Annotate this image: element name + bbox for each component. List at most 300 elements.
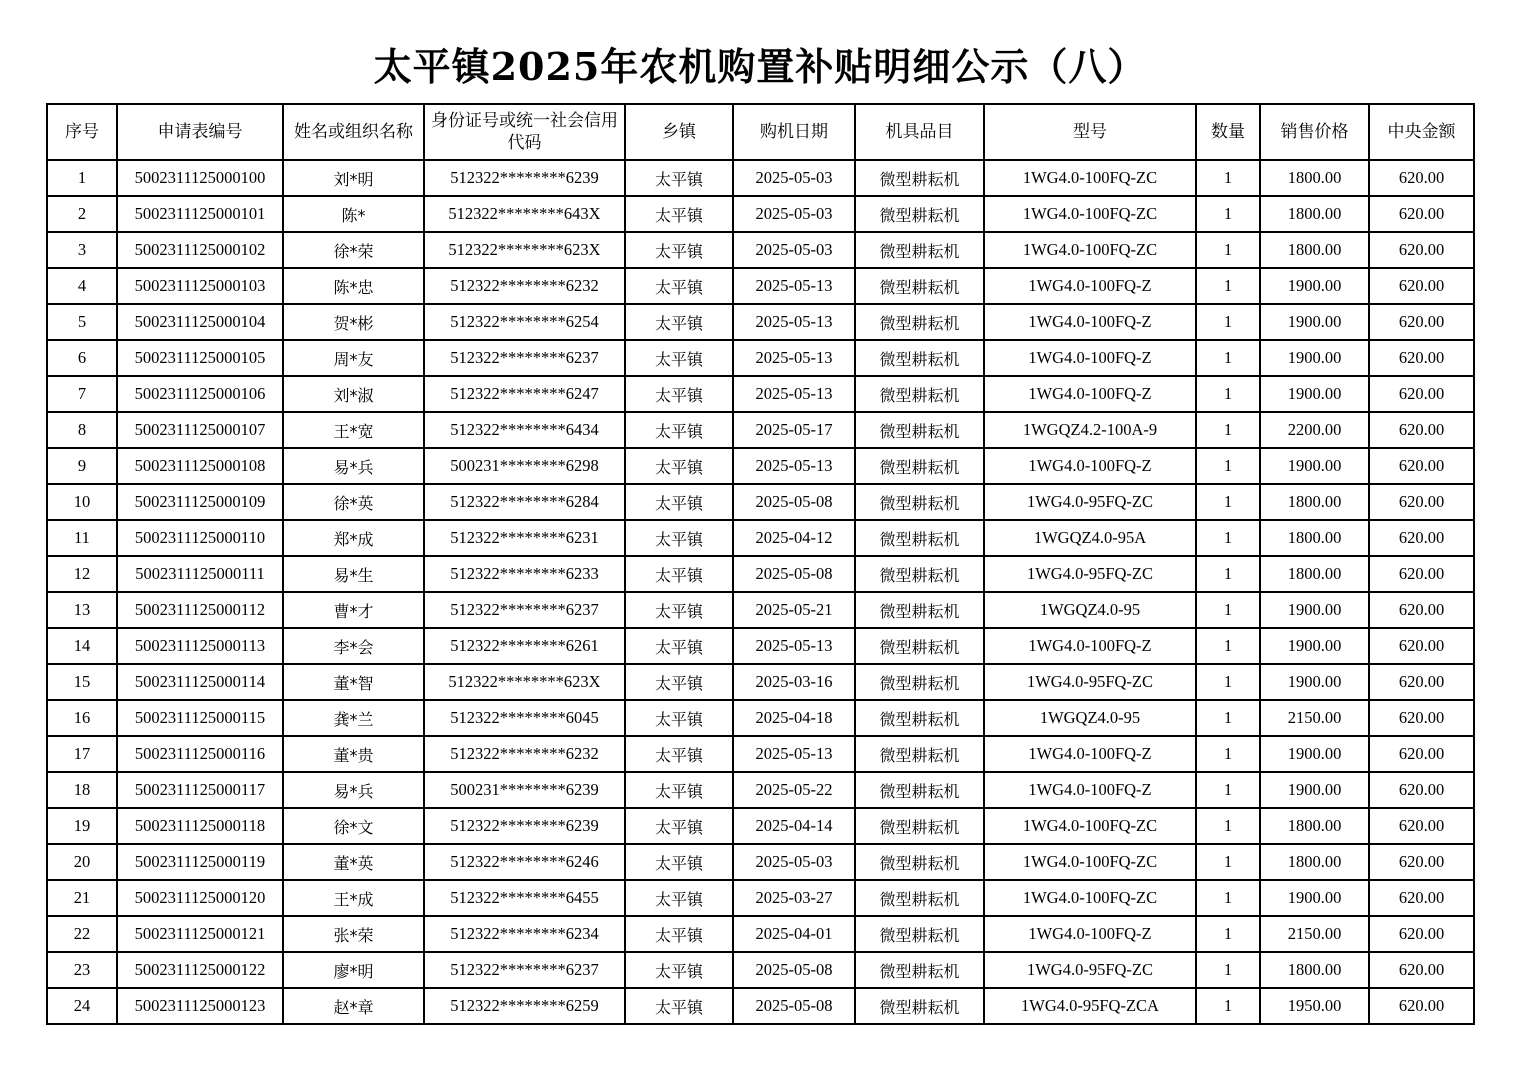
cell-sale-price: 1900.00 <box>1260 340 1369 376</box>
cell-quantity: 1 <box>1196 196 1260 232</box>
column-header-id-number: 身份证号或统一社会信用代码 <box>424 104 625 160</box>
cell-name: 李*会 <box>283 628 424 664</box>
cell-id-number: 512322********6234 <box>424 916 625 952</box>
column-header-application-no: 申请表编号 <box>117 104 283 160</box>
cell-application-no: 5002311125000113 <box>117 628 283 664</box>
cell-name: 张*荣 <box>283 916 424 952</box>
cell-index: 19 <box>47 808 117 844</box>
cell-sale-price: 1800.00 <box>1260 196 1369 232</box>
cell-purchase-date: 2025-05-03 <box>733 232 855 268</box>
cell-central-amount: 620.00 <box>1369 628 1474 664</box>
cell-quantity: 1 <box>1196 484 1260 520</box>
cell-application-no: 5002311125000100 <box>117 160 283 196</box>
cell-quantity: 1 <box>1196 772 1260 808</box>
cell-central-amount: 620.00 <box>1369 844 1474 880</box>
cell-id-number: 512322********623X <box>424 232 625 268</box>
cell-machine-category: 微型耕耘机 <box>855 196 984 232</box>
cell-central-amount: 620.00 <box>1369 808 1474 844</box>
cell-central-amount: 620.00 <box>1369 952 1474 988</box>
cell-index: 22 <box>47 916 117 952</box>
cell-id-number: 512322********6284 <box>424 484 625 520</box>
cell-application-no: 5002311125000116 <box>117 736 283 772</box>
table-row <box>47 664 1474 700</box>
cell-sale-price: 1800.00 <box>1260 484 1369 520</box>
page-title: 太平镇2025年农机购置补贴明细公示（八） <box>373 44 1147 89</box>
cell-sale-price: 1800.00 <box>1260 520 1369 556</box>
cell-model: 1WG4.0-100FQ-Z <box>984 736 1196 772</box>
cell-application-no: 5002311125000119 <box>117 844 283 880</box>
cell-central-amount: 620.00 <box>1369 520 1474 556</box>
column-header-model: 型号 <box>984 104 1196 160</box>
cell-quantity: 1 <box>1196 304 1260 340</box>
cell-id-number: 500231********6239 <box>424 772 625 808</box>
cell-index: 6 <box>47 340 117 376</box>
cell-index: 21 <box>47 880 117 916</box>
cell-quantity: 1 <box>1196 556 1260 592</box>
cell-name: 徐*文 <box>283 808 424 844</box>
cell-township: 太平镇 <box>625 664 733 700</box>
cell-sale-price: 1900.00 <box>1260 628 1369 664</box>
cell-name: 徐*英 <box>283 484 424 520</box>
cell-township: 太平镇 <box>625 268 733 304</box>
cell-index: 23 <box>47 952 117 988</box>
cell-index: 13 <box>47 592 117 628</box>
cell-quantity: 1 <box>1196 808 1260 844</box>
cell-index: 2 <box>47 196 117 232</box>
cell-application-no: 5002311125000122 <box>117 952 283 988</box>
cell-township: 太平镇 <box>625 160 733 196</box>
cell-quantity: 1 <box>1196 844 1260 880</box>
cell-machine-category: 微型耕耘机 <box>855 160 984 196</box>
cell-central-amount: 620.00 <box>1369 700 1474 736</box>
cell-sale-price: 1900.00 <box>1260 736 1369 772</box>
cell-central-amount: 620.00 <box>1369 304 1474 340</box>
cell-machine-category: 微型耕耘机 <box>855 736 984 772</box>
cell-model: 1WGQZ4.0-95A <box>984 520 1196 556</box>
cell-quantity: 1 <box>1196 628 1260 664</box>
table-row <box>47 232 1474 268</box>
cell-index: 17 <box>47 736 117 772</box>
cell-application-no: 5002311125000108 <box>117 448 283 484</box>
cell-index: 11 <box>47 520 117 556</box>
cell-purchase-date: 2025-05-13 <box>733 340 855 376</box>
cell-id-number: 512322********6231 <box>424 520 625 556</box>
cell-purchase-date: 2025-05-08 <box>733 484 855 520</box>
cell-index: 8 <box>47 412 117 448</box>
cell-purchase-date: 2025-05-13 <box>733 448 855 484</box>
table-row <box>47 520 1474 556</box>
cell-model: 1WG4.0-100FQ-Z <box>984 376 1196 412</box>
cell-purchase-date: 2025-05-03 <box>733 160 855 196</box>
cell-model: 1WG4.0-100FQ-ZC <box>984 844 1196 880</box>
cell-name: 易*兵 <box>283 448 424 484</box>
cell-purchase-date: 2025-05-13 <box>733 376 855 412</box>
cell-purchase-date: 2025-05-13 <box>733 304 855 340</box>
column-header-purchase-date: 购机日期 <box>733 104 855 160</box>
table-header-row <box>47 104 1474 160</box>
cell-name: 贺*彬 <box>283 304 424 340</box>
cell-purchase-date: 2025-05-03 <box>733 844 855 880</box>
cell-name: 董*智 <box>283 664 424 700</box>
cell-model: 1WGQZ4.0-95 <box>984 700 1196 736</box>
cell-quantity: 1 <box>1196 664 1260 700</box>
cell-machine-category: 微型耕耘机 <box>855 988 984 1024</box>
cell-sale-price: 1900.00 <box>1260 880 1369 916</box>
column-header-sale-price: 销售价格 <box>1260 104 1369 160</box>
cell-quantity: 1 <box>1196 520 1260 556</box>
cell-central-amount: 620.00 <box>1369 664 1474 700</box>
cell-central-amount: 620.00 <box>1369 376 1474 412</box>
cell-model: 1WG4.0-100FQ-ZC <box>984 160 1196 196</box>
cell-township: 太平镇 <box>625 916 733 952</box>
cell-index: 12 <box>47 556 117 592</box>
cell-quantity: 1 <box>1196 232 1260 268</box>
cell-purchase-date: 2025-05-17 <box>733 412 855 448</box>
cell-index: 20 <box>47 844 117 880</box>
table-row <box>47 916 1474 952</box>
cell-index: 5 <box>47 304 117 340</box>
cell-machine-category: 微型耕耘机 <box>855 304 984 340</box>
cell-index: 14 <box>47 628 117 664</box>
cell-sale-price: 1900.00 <box>1260 448 1369 484</box>
cell-model: 1WG4.0-100FQ-Z <box>984 772 1196 808</box>
cell-quantity: 1 <box>1196 340 1260 376</box>
cell-id-number: 512322********6237 <box>424 592 625 628</box>
cell-application-no: 5002311125000115 <box>117 700 283 736</box>
table-row <box>47 340 1474 376</box>
cell-sale-price: 1900.00 <box>1260 772 1369 808</box>
table-row <box>47 988 1474 1024</box>
table-row <box>47 952 1474 988</box>
cell-sale-price: 1800.00 <box>1260 160 1369 196</box>
cell-application-no: 5002311125000110 <box>117 520 283 556</box>
table-body <box>47 160 1474 1024</box>
cell-index: 15 <box>47 664 117 700</box>
cell-sale-price: 1900.00 <box>1260 268 1369 304</box>
cell-purchase-date: 2025-04-01 <box>733 916 855 952</box>
column-header-township: 乡镇 <box>625 104 733 160</box>
cell-central-amount: 620.00 <box>1369 412 1474 448</box>
cell-name: 王*宽 <box>283 412 424 448</box>
cell-index: 18 <box>47 772 117 808</box>
cell-quantity: 1 <box>1196 700 1260 736</box>
cell-machine-category: 微型耕耘机 <box>855 844 984 880</box>
table-row <box>47 268 1474 304</box>
cell-name: 廖*明 <box>283 952 424 988</box>
cell-sale-price: 1800.00 <box>1260 808 1369 844</box>
cell-model: 1WG4.0-95FQ-ZC <box>984 664 1196 700</box>
cell-id-number: 512322********643X <box>424 196 625 232</box>
cell-index: 7 <box>47 376 117 412</box>
table-row <box>47 700 1474 736</box>
cell-name: 刘*明 <box>283 160 424 196</box>
cell-id-number: 512322********6232 <box>424 268 625 304</box>
cell-model: 1WG4.0-95FQ-ZC <box>984 484 1196 520</box>
cell-name: 易*生 <box>283 556 424 592</box>
table-row <box>47 844 1474 880</box>
cell-sale-price: 1800.00 <box>1260 952 1369 988</box>
cell-model: 1WGQZ4.0-95 <box>984 592 1196 628</box>
table-row <box>47 448 1474 484</box>
table-row <box>47 484 1474 520</box>
cell-id-number: 512322********6247 <box>424 376 625 412</box>
cell-name: 董*贵 <box>283 736 424 772</box>
cell-central-amount: 620.00 <box>1369 880 1474 916</box>
cell-id-number: 512322********6232 <box>424 736 625 772</box>
cell-index: 9 <box>47 448 117 484</box>
cell-index: 4 <box>47 268 117 304</box>
cell-id-number: 500231********6298 <box>424 448 625 484</box>
cell-quantity: 1 <box>1196 376 1260 412</box>
cell-sale-price: 1900.00 <box>1260 592 1369 628</box>
cell-purchase-date: 2025-04-18 <box>733 700 855 736</box>
cell-application-no: 5002311125000107 <box>117 412 283 448</box>
cell-id-number: 512322********6045 <box>424 700 625 736</box>
cell-model: 1WG4.0-100FQ-ZC <box>984 196 1196 232</box>
cell-quantity: 1 <box>1196 880 1260 916</box>
cell-model: 1WG4.0-100FQ-ZC <box>984 808 1196 844</box>
cell-model: 1WG4.0-100FQ-Z <box>984 304 1196 340</box>
table-row <box>47 160 1474 196</box>
cell-name: 赵*章 <box>283 988 424 1024</box>
cell-purchase-date: 2025-05-13 <box>733 628 855 664</box>
cell-application-no: 5002311125000114 <box>117 664 283 700</box>
table-row <box>47 808 1474 844</box>
cell-sale-price: 1800.00 <box>1260 556 1369 592</box>
cell-purchase-date: 2025-05-13 <box>733 736 855 772</box>
cell-quantity: 1 <box>1196 988 1260 1024</box>
cell-central-amount: 620.00 <box>1369 592 1474 628</box>
cell-application-no: 5002311125000106 <box>117 376 283 412</box>
cell-id-number: 512322********6237 <box>424 340 625 376</box>
cell-application-no: 5002311125000117 <box>117 772 283 808</box>
cell-township: 太平镇 <box>625 988 733 1024</box>
cell-central-amount: 620.00 <box>1369 268 1474 304</box>
cell-central-amount: 620.00 <box>1369 916 1474 952</box>
cell-name: 王*成 <box>283 880 424 916</box>
cell-name: 周*友 <box>283 340 424 376</box>
table-row <box>47 556 1474 592</box>
cell-township: 太平镇 <box>625 520 733 556</box>
cell-index: 24 <box>47 988 117 1024</box>
cell-quantity: 1 <box>1196 412 1260 448</box>
column-header-name: 姓名或组织名称 <box>283 104 424 160</box>
cell-application-no: 5002311125000118 <box>117 808 283 844</box>
cell-township: 太平镇 <box>625 628 733 664</box>
cell-township: 太平镇 <box>625 844 733 880</box>
cell-application-no: 5002311125000101 <box>117 196 283 232</box>
cell-sale-price: 1800.00 <box>1260 844 1369 880</box>
cell-machine-category: 微型耕耘机 <box>855 664 984 700</box>
cell-purchase-date: 2025-03-16 <box>733 664 855 700</box>
cell-purchase-date: 2025-05-13 <box>733 268 855 304</box>
cell-township: 太平镇 <box>625 556 733 592</box>
cell-sale-price: 1950.00 <box>1260 988 1369 1024</box>
cell-township: 太平镇 <box>625 880 733 916</box>
cell-id-number: 512322********6455 <box>424 880 625 916</box>
table-row <box>47 376 1474 412</box>
cell-application-no: 5002311125000112 <box>117 592 283 628</box>
cell-application-no: 5002311125000123 <box>117 988 283 1024</box>
cell-township: 太平镇 <box>625 592 733 628</box>
cell-sale-price: 1800.00 <box>1260 232 1369 268</box>
subsidy-table <box>46 103 1475 1025</box>
cell-quantity: 1 <box>1196 736 1260 772</box>
cell-purchase-date: 2025-05-08 <box>733 952 855 988</box>
cell-machine-category: 微型耕耘机 <box>855 376 984 412</box>
cell-application-no: 5002311125000105 <box>117 340 283 376</box>
cell-purchase-date: 2025-03-27 <box>733 880 855 916</box>
cell-township: 太平镇 <box>625 700 733 736</box>
cell-application-no: 5002311125000109 <box>117 484 283 520</box>
cell-sale-price: 1900.00 <box>1260 304 1369 340</box>
cell-central-amount: 620.00 <box>1369 232 1474 268</box>
cell-township: 太平镇 <box>625 448 733 484</box>
cell-township: 太平镇 <box>625 376 733 412</box>
cell-purchase-date: 2025-05-03 <box>733 196 855 232</box>
cell-machine-category: 微型耕耘机 <box>855 520 984 556</box>
cell-name: 曹*才 <box>283 592 424 628</box>
cell-model: 1WG4.0-100FQ-ZC <box>984 880 1196 916</box>
cell-township: 太平镇 <box>625 484 733 520</box>
cell-name: 陈*忠 <box>283 268 424 304</box>
cell-sale-price: 2200.00 <box>1260 412 1369 448</box>
cell-machine-category: 微型耕耘机 <box>855 232 984 268</box>
cell-central-amount: 620.00 <box>1369 736 1474 772</box>
cell-township: 太平镇 <box>625 952 733 988</box>
cell-name: 陈* <box>283 196 424 232</box>
cell-id-number: 512322********623X <box>424 664 625 700</box>
cell-machine-category: 微型耕耘机 <box>855 484 984 520</box>
cell-model: 1WGQZ4.2-100A-9 <box>984 412 1196 448</box>
cell-id-number: 512322********6261 <box>424 628 625 664</box>
cell-index: 10 <box>47 484 117 520</box>
cell-model: 1WG4.0-100FQ-ZC <box>984 232 1196 268</box>
cell-central-amount: 620.00 <box>1369 988 1474 1024</box>
cell-id-number: 512322********6246 <box>424 844 625 880</box>
cell-machine-category: 微型耕耘机 <box>855 880 984 916</box>
cell-index: 3 <box>47 232 117 268</box>
cell-name: 龚*兰 <box>283 700 424 736</box>
cell-name: 郑*成 <box>283 520 424 556</box>
cell-model: 1WG4.0-100FQ-Z <box>984 916 1196 952</box>
cell-township: 太平镇 <box>625 736 733 772</box>
cell-name: 董*英 <box>283 844 424 880</box>
cell-purchase-date: 2025-04-14 <box>733 808 855 844</box>
table-row <box>47 772 1474 808</box>
cell-id-number: 512322********6259 <box>424 988 625 1024</box>
cell-application-no: 5002311125000104 <box>117 304 283 340</box>
cell-machine-category: 微型耕耘机 <box>855 448 984 484</box>
cell-application-no: 5002311125000103 <box>117 268 283 304</box>
cell-quantity: 1 <box>1196 592 1260 628</box>
cell-machine-category: 微型耕耘机 <box>855 628 984 664</box>
cell-quantity: 1 <box>1196 952 1260 988</box>
cell-quantity: 1 <box>1196 448 1260 484</box>
cell-quantity: 1 <box>1196 268 1260 304</box>
cell-application-no: 5002311125000121 <box>117 916 283 952</box>
cell-machine-category: 微型耕耘机 <box>855 412 984 448</box>
table-row <box>47 304 1474 340</box>
cell-central-amount: 620.00 <box>1369 448 1474 484</box>
column-header-central-amount: 中央金额 <box>1369 104 1474 160</box>
cell-machine-category: 微型耕耘机 <box>855 772 984 808</box>
cell-township: 太平镇 <box>625 232 733 268</box>
cell-sale-price: 2150.00 <box>1260 916 1369 952</box>
cell-central-amount: 620.00 <box>1369 340 1474 376</box>
cell-application-no: 5002311125000102 <box>117 232 283 268</box>
table-row <box>47 196 1474 232</box>
cell-township: 太平镇 <box>625 340 733 376</box>
cell-purchase-date: 2025-05-21 <box>733 592 855 628</box>
cell-name: 易*兵 <box>283 772 424 808</box>
cell-township: 太平镇 <box>625 412 733 448</box>
cell-purchase-date: 2025-05-08 <box>733 988 855 1024</box>
column-header-quantity: 数量 <box>1196 104 1260 160</box>
cell-model: 1WG4.0-100FQ-Z <box>984 268 1196 304</box>
cell-machine-category: 微型耕耘机 <box>855 700 984 736</box>
cell-id-number: 512322********6237 <box>424 952 625 988</box>
cell-central-amount: 620.00 <box>1369 160 1474 196</box>
cell-index: 16 <box>47 700 117 736</box>
cell-sale-price: 2150.00 <box>1260 700 1369 736</box>
cell-id-number: 512322********6239 <box>424 808 625 844</box>
cell-machine-category: 微型耕耘机 <box>855 340 984 376</box>
cell-machine-category: 微型耕耘机 <box>855 556 984 592</box>
cell-id-number: 512322********6239 <box>424 160 625 196</box>
column-header-index: 序号 <box>47 104 117 160</box>
cell-central-amount: 620.00 <box>1369 772 1474 808</box>
cell-quantity: 1 <box>1196 916 1260 952</box>
cell-township: 太平镇 <box>625 772 733 808</box>
cell-sale-price: 1900.00 <box>1260 376 1369 412</box>
cell-application-no: 5002311125000111 <box>117 556 283 592</box>
cell-application-no: 5002311125000120 <box>117 880 283 916</box>
cell-model: 1WG4.0-95FQ-ZC <box>984 952 1196 988</box>
table-row <box>47 880 1474 916</box>
cell-model: 1WG4.0-95FQ-ZCA <box>984 988 1196 1024</box>
cell-machine-category: 微型耕耘机 <box>855 268 984 304</box>
cell-model: 1WG4.0-100FQ-Z <box>984 628 1196 664</box>
cell-machine-category: 微型耕耘机 <box>855 916 984 952</box>
cell-township: 太平镇 <box>625 304 733 340</box>
table-row <box>47 592 1474 628</box>
cell-purchase-date: 2025-04-12 <box>733 520 855 556</box>
cell-id-number: 512322********6254 <box>424 304 625 340</box>
cell-name: 刘*淑 <box>283 376 424 412</box>
cell-sale-price: 1900.00 <box>1260 664 1369 700</box>
cell-township: 太平镇 <box>625 196 733 232</box>
cell-quantity: 1 <box>1196 160 1260 196</box>
cell-model: 1WG4.0-95FQ-ZC <box>984 556 1196 592</box>
cell-model: 1WG4.0-100FQ-Z <box>984 340 1196 376</box>
cell-id-number: 512322********6434 <box>424 412 625 448</box>
table-row <box>47 736 1474 772</box>
cell-id-number: 512322********6233 <box>424 556 625 592</box>
cell-central-amount: 620.00 <box>1369 556 1474 592</box>
cell-purchase-date: 2025-05-08 <box>733 556 855 592</box>
table-row <box>47 628 1474 664</box>
cell-machine-category: 微型耕耘机 <box>855 808 984 844</box>
cell-township: 太平镇 <box>625 808 733 844</box>
cell-machine-category: 微型耕耘机 <box>855 592 984 628</box>
cell-index: 1 <box>47 160 117 196</box>
cell-central-amount: 620.00 <box>1369 484 1474 520</box>
column-header-machine-category: 机具品目 <box>855 104 984 160</box>
cell-model: 1WG4.0-100FQ-Z <box>984 448 1196 484</box>
cell-machine-category: 微型耕耘机 <box>855 952 984 988</box>
cell-central-amount: 620.00 <box>1369 196 1474 232</box>
